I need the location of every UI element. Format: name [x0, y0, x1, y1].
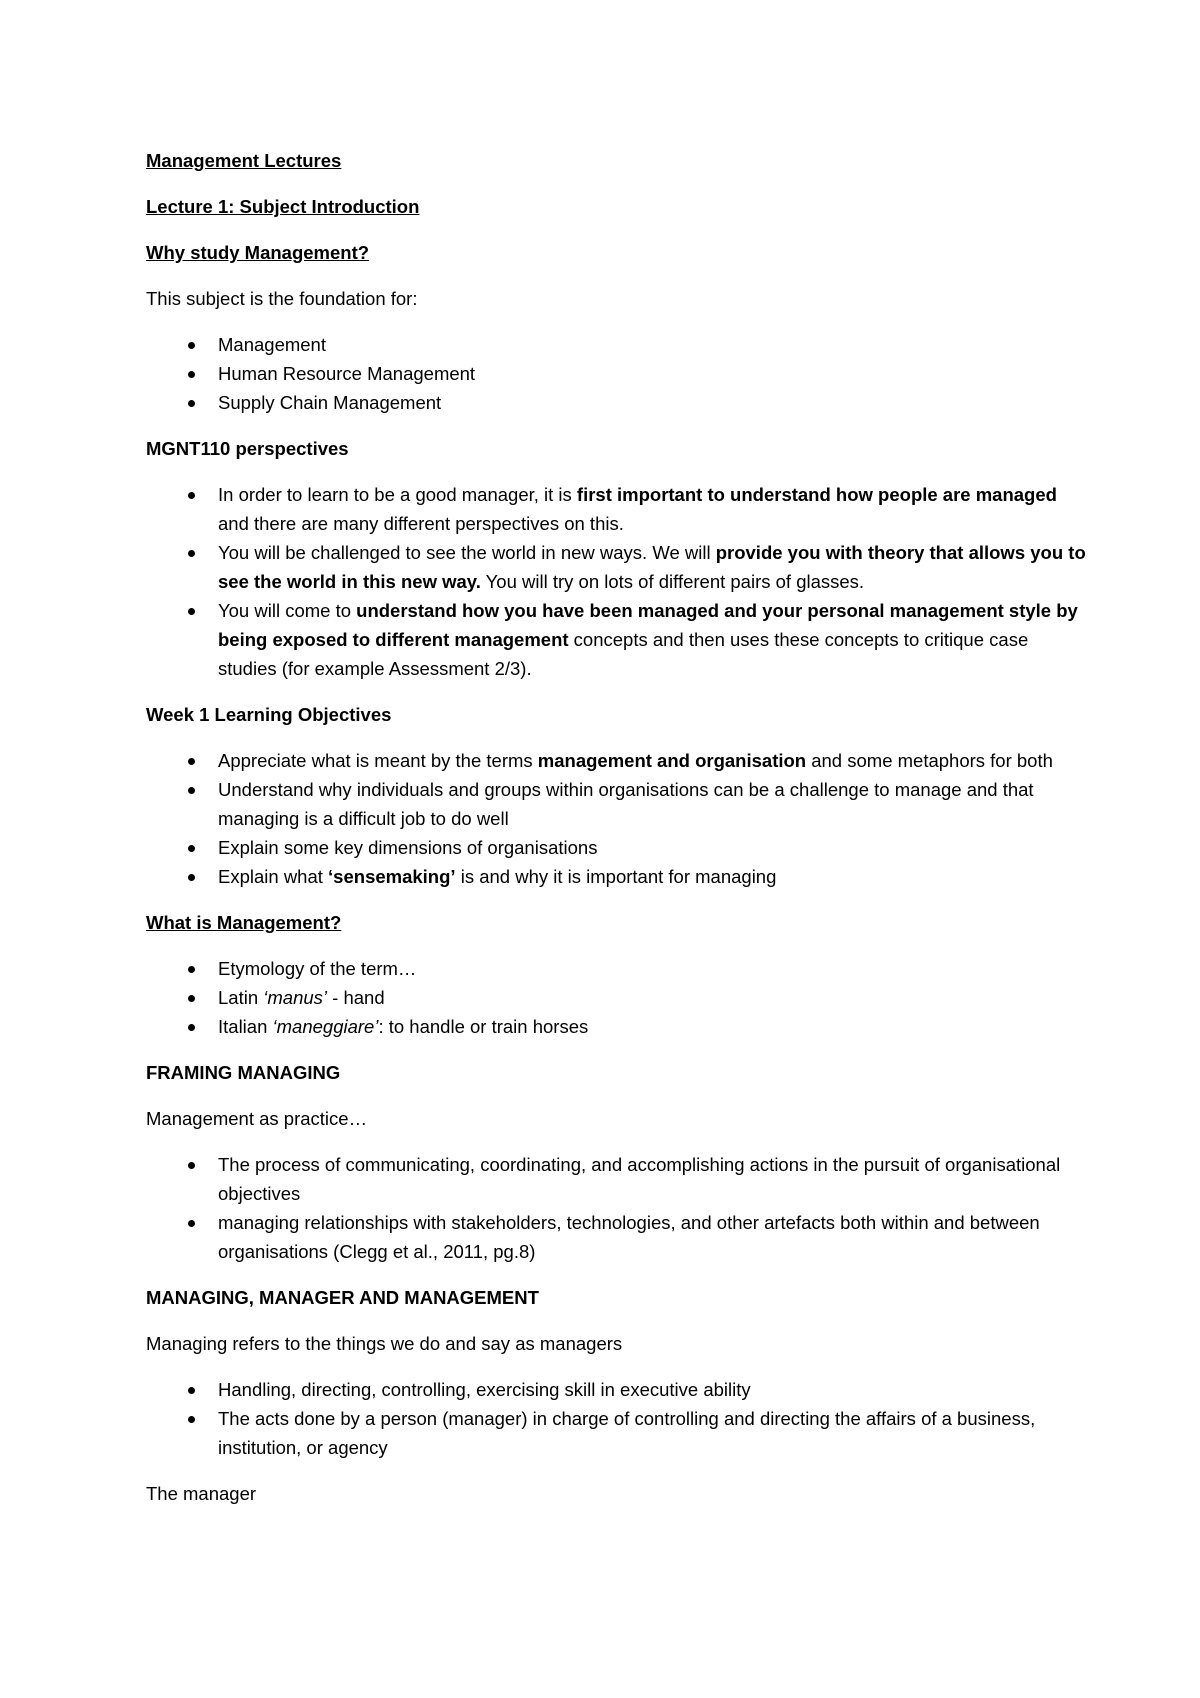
managing-intro: Managing refers to the things we do and say as managers	[146, 1333, 623, 1354]
list-item: Handling, directing, controlling, exercising skill in executive ability	[146, 1375, 1086, 1404]
list-item: Appreciate what is meant by the terms management and organisation and some metaphors for both	[146, 746, 1086, 775]
bullet-icon	[188, 400, 195, 407]
list-item: Supply Chain Management	[146, 388, 1086, 417]
list-item: Explain some key dimensions of organisations	[146, 833, 1086, 862]
document-body	[146, 146, 1086, 1525]
list-item: managing relationships with stakeholders, technologies, and other artefacts both within and between organisations (Clegg et al., 2011, pg.8)	[146, 1208, 1086, 1266]
foundation-list	[146, 330, 1086, 417]
perspectives-list	[146, 480, 1086, 683]
what-is-management-heading: What is Management?	[146, 912, 342, 933]
list-item: You will be challenged to see the world in new ways. We will provide you with theory that allows you to see the world in this new way. You will try on lots of different pairs of glasses.	[146, 538, 1086, 596]
list-item: The process of communicating, coordinating, and accomplishing actions in the pursuit of organisational objectives	[146, 1150, 1086, 1208]
bullet-icon	[188, 1024, 195, 1031]
bullet-icon	[188, 874, 195, 881]
bullet-icon	[188, 787, 195, 794]
bullet-icon	[188, 550, 195, 557]
list-item: The acts done by a person (manager) in charge of controlling and directing the affairs of a business, institution, or agency	[146, 1404, 1086, 1462]
list-item: Management	[146, 330, 1086, 359]
bullet-icon	[188, 492, 195, 499]
list-item: Understand why individuals and groups within organisations can be a challenge to manage and that managing is a difficult job to do well	[146, 775, 1086, 833]
list-item: You will come to understand how you have been managed and your personal management style by being exposed to different management concepts and then uses these concepts to critique case studies (for example Assessment 2/3).	[146, 596, 1086, 683]
bullet-icon	[188, 1416, 195, 1423]
list-item: Human Resource Management	[146, 359, 1086, 388]
framing-managing-heading: FRAMING MANAGING	[146, 1062, 341, 1083]
managing-manager-management-heading: MANAGING, MANAGER AND MANAGEMENT	[146, 1287, 539, 1308]
bullet-icon	[188, 758, 195, 765]
list-item: Latin ‘manus’ - hand	[146, 983, 1086, 1012]
list-item: Explain what ‘sensemaking’ is and why it is important for managing	[146, 862, 1086, 891]
bullet-icon	[188, 1162, 195, 1169]
practice-intro: Management as practice…	[146, 1108, 368, 1129]
managing-list	[146, 1375, 1086, 1462]
objectives-heading: Week 1 Learning Objectives	[146, 704, 392, 725]
bullet-icon	[188, 1387, 195, 1394]
perspectives-heading: MGNT110 perspectives	[146, 438, 349, 459]
practice-list	[146, 1150, 1086, 1266]
etymology-list	[146, 954, 1086, 1041]
why-study-heading: Why study Management?	[146, 242, 370, 263]
bullet-icon	[188, 342, 195, 349]
bullet-icon	[188, 966, 195, 973]
list-item: In order to learn to be a good manager, it is first important to understand how people are managed and there are many different perspectives on this.	[146, 480, 1086, 538]
manager-line: The manager	[146, 1483, 257, 1504]
objectives-list	[146, 746, 1086, 891]
list-item: Italian ‘maneggiare’: to handle or train horses	[146, 1012, 1086, 1041]
bullet-icon	[188, 371, 195, 378]
bullet-icon	[188, 845, 195, 852]
document-title: Management Lectures	[146, 150, 342, 171]
list-item: Etymology of the term…	[146, 954, 1086, 983]
bullet-icon	[188, 1220, 195, 1227]
lecture-heading: Lecture 1: Subject Introduction	[146, 196, 420, 217]
bullet-icon	[188, 608, 195, 615]
foundation-intro: This subject is the foundation for:	[146, 288, 418, 309]
bullet-icon	[188, 995, 195, 1002]
